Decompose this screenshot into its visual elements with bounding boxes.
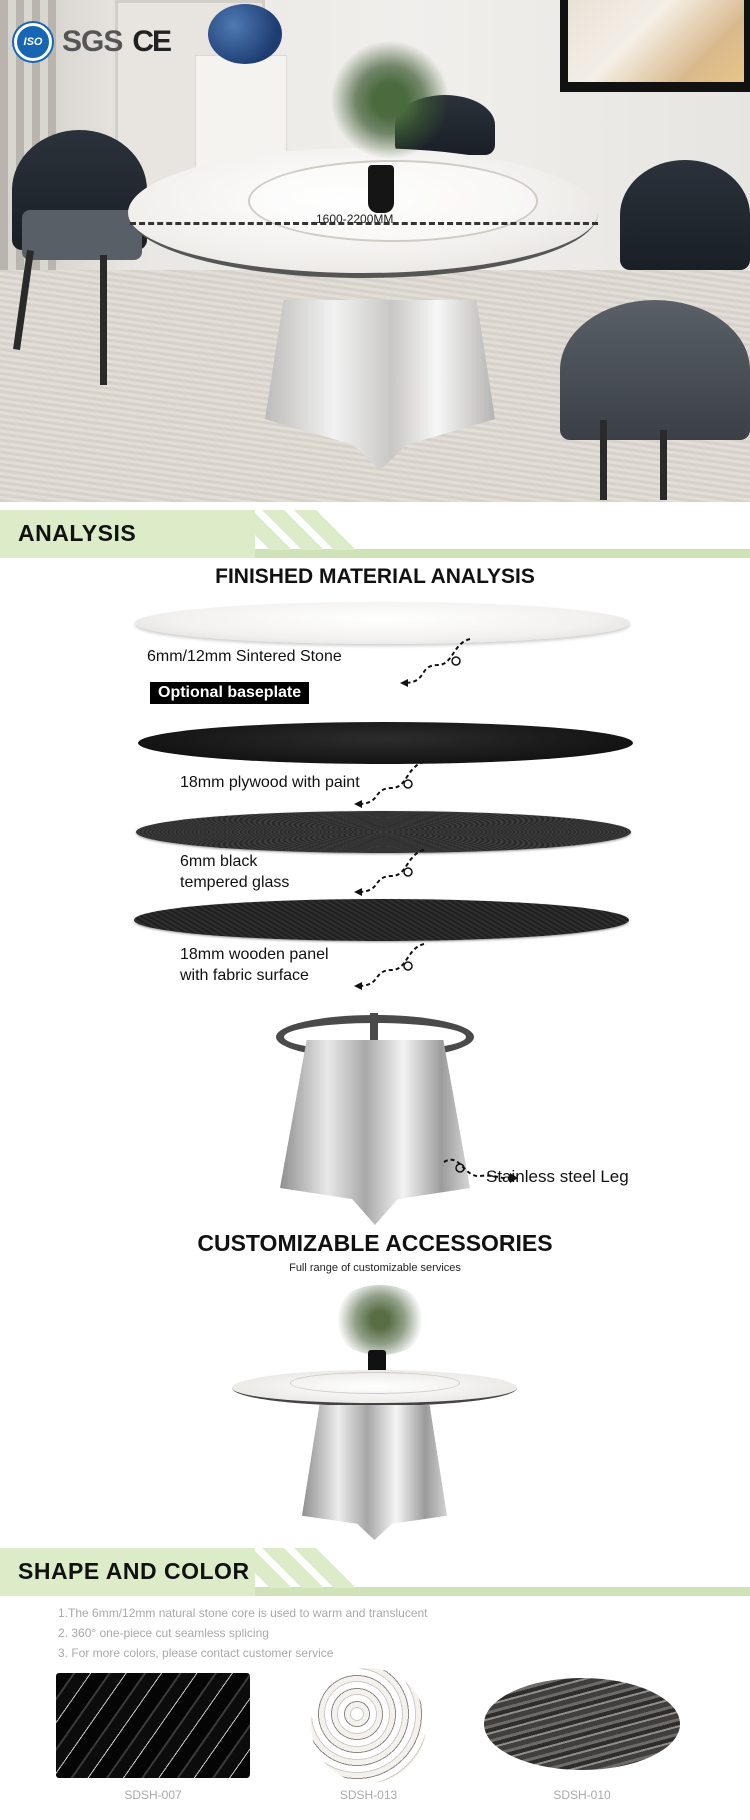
layer-label (180, 944, 329, 986)
swatch-sdsh-007 (56, 1673, 250, 1778)
shape-color-section-header (0, 1548, 750, 1596)
hero-product-photo (0, 0, 750, 502)
callout-arrow (398, 635, 478, 687)
swatch-sdsh-013 (311, 1668, 426, 1783)
wall-art-canvas (568, 0, 744, 82)
chair-leg (100, 255, 107, 385)
layer-label-line: 18mm wooden panel (180, 946, 329, 963)
layer-label (180, 851, 289, 893)
section-title: SHAPE AND COLOR (18, 1558, 250, 1584)
note-line: 2. 360° one-piece cut seamless splicing (58, 1626, 269, 1640)
sgs-logo: SGS (62, 25, 123, 58)
chair-right (620, 160, 750, 270)
ce-logo: CE (132, 25, 171, 58)
black-pot (368, 165, 394, 213)
swatch-label: SDSH-013 (339, 1788, 398, 1802)
plant (330, 1285, 430, 1355)
stainless-steel-leg (280, 1040, 470, 1225)
chair-left-seat (22, 210, 142, 260)
layer-label: 18mm plywood with paint (180, 774, 360, 791)
callout-arrow (352, 940, 432, 992)
layer-label-line: with fabric surface (180, 967, 309, 984)
plant (330, 40, 450, 160)
accessories-subheading: Full range of customizable services (289, 1262, 461, 1274)
stainless-steel-leg (302, 1405, 447, 1540)
certification-logos (14, 22, 170, 62)
chair-leg (660, 430, 667, 500)
optional-baseplate-badge: Optional baseplate (150, 682, 309, 704)
blue-vase (208, 4, 282, 64)
lazy-susan (290, 1372, 460, 1394)
layer-label-line: tempered glass (180, 874, 290, 891)
sintered-stone-layer (135, 602, 630, 644)
note-line: 3. For more colors, please contact customer service (58, 1646, 334, 1660)
iso-logo: ISO (14, 23, 52, 61)
callout-arrow (352, 758, 432, 810)
chair-right-front (560, 300, 750, 440)
chair-leg (600, 420, 607, 500)
note-line: 1.The 6mm/12mm natural stone core is used to warm and translucent (58, 1606, 428, 1620)
section-title: ANALYSIS (18, 520, 137, 546)
layer-label: 6mm/12mm Sintered Stone (147, 648, 342, 665)
swatch-label: SDSH-007 (124, 1788, 182, 1802)
accessories-heading: CUSTOMIZABLE ACCESSORIES (197, 1230, 553, 1256)
layer-label-line: 6mm black (180, 853, 258, 870)
swatch-sdsh-010 (484, 1678, 680, 1770)
analysis-section-header (0, 510, 750, 558)
callout-arrow (352, 846, 432, 898)
swatch-label: SDSH-010 (553, 1788, 611, 1802)
fabric-panel-layer (134, 899, 629, 941)
material-analysis-heading: FINISHED MATERIAL ANALYSIS (215, 565, 535, 588)
dimension-label: 1600-2200MM (316, 212, 394, 226)
leg-label: Stainless steel Leg (486, 1167, 629, 1186)
